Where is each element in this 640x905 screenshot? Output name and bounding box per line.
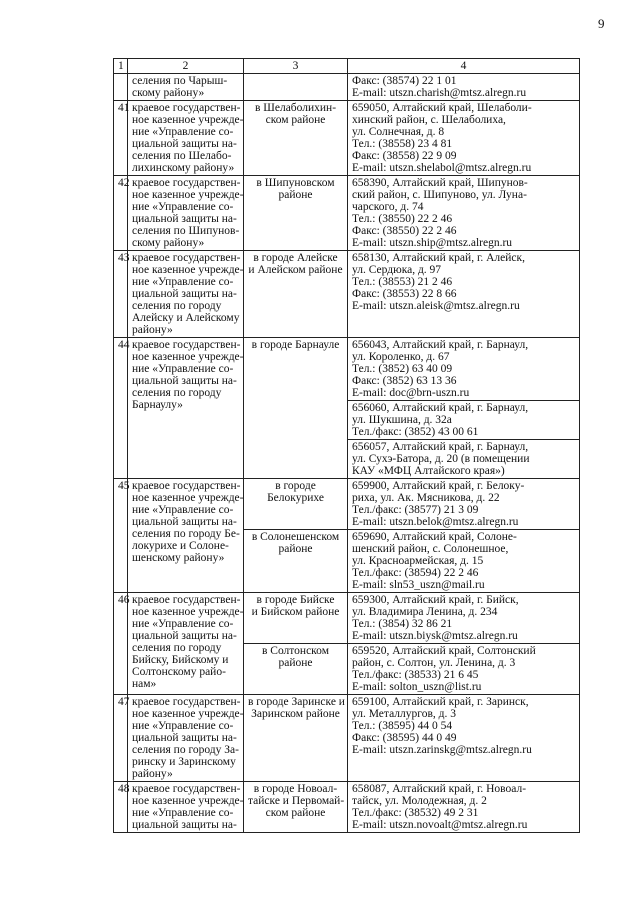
contact-line: чарского, д. 74 [352, 201, 424, 213]
area-cell [244, 593, 348, 644]
contact-line: Тел./факс: (38577) 21 3 09 [352, 504, 479, 516]
contact-line: КАУ «МФЦ Алтайского края») [352, 465, 505, 477]
contacts-cell [348, 695, 580, 782]
area-cell [244, 530, 348, 593]
organization-line: нам» [132, 678, 157, 690]
organization-line: краевое государствен- [132, 480, 241, 492]
contact-line: Тел.: (38550) 22 2 46 [352, 213, 453, 225]
organization-line: циальной защиты на- [132, 630, 237, 642]
contact-line: Тел.: (3852) 63 40 09 [352, 363, 453, 375]
area-line: ском районе [265, 807, 326, 819]
area-cell [244, 479, 348, 530]
organization-line: ние «Управление со- [132, 126, 234, 138]
organization-line: ние «Управление со- [132, 807, 234, 819]
contact-line: шенский район, с. Солонешное, [352, 543, 509, 555]
contacts-cell [348, 251, 580, 338]
area-line: в Солтонском [261, 645, 329, 657]
contact-line: ул. Сердюка, д. 97 [352, 264, 442, 276]
organization-line: ное казенное учрежде- [132, 264, 244, 276]
area-line: и Алейском районе [248, 264, 343, 276]
organization-line: ное казенное учрежде- [132, 606, 244, 618]
header-cell: 4 [348, 59, 580, 74]
organization-line: ние «Управление со- [132, 363, 234, 375]
contact-line: 659300, Алтайский край, г. Бийск, [352, 594, 519, 606]
contact-line: E-mail: utszn.charish@mtsz.alregn.ru [352, 87, 527, 99]
organization-line: ное казенное учрежде- [132, 708, 244, 720]
contact-line: 659520, Алтайский край, Солтонский [352, 645, 536, 657]
area-cell [244, 644, 348, 695]
row-number-cell: 44 [114, 338, 128, 479]
organization-line: циальной защиты на- [132, 138, 237, 150]
contact-line: ул. Красноармейская, д. 15 [352, 555, 484, 567]
organization-cell [128, 338, 244, 479]
table-row [114, 338, 580, 401]
organization-line: ние «Управление со- [132, 201, 234, 213]
contact-line: 658087, Алтайский край, г. Новоал- [352, 783, 527, 795]
organization-line: циальной защиты на- [132, 732, 237, 744]
organization-line: ное казенное учрежде- [132, 189, 244, 201]
contact-line: 659100, Алтайский край, г. Заринск, [352, 696, 529, 708]
row-number-cell: 41 [114, 101, 128, 176]
organization-line: ное казенное учрежде- [132, 492, 244, 504]
organization-line: району» [132, 324, 173, 336]
contacts-cell [348, 593, 580, 644]
area-line: в городе Бийске [256, 594, 335, 606]
organization-line: скому району» [132, 237, 205, 249]
organization-line: лихинскому району» [132, 162, 235, 174]
area-line: тайске и Первомай- [248, 795, 345, 807]
contact-line: E-mail: doc@brn-uszn.ru [352, 387, 470, 399]
contact-line: ул. Солнечная, д. 8 [352, 126, 445, 138]
contact-line: E-mail: utszn.belok@mtsz.alregn.ru [352, 516, 519, 528]
organization-line: ринску и Заринскому [132, 756, 236, 768]
organization-line: селения по городу [132, 300, 222, 312]
organization-line: краевое государствен- [132, 252, 241, 264]
contact-line: E-mail: utszn.aleisk@mtsz.alregn.ru [352, 300, 520, 312]
contact-line: 656043, Алтайский край, г. Барнаул, [352, 339, 529, 351]
area-line: районе [278, 657, 313, 669]
area-line: в Шелаболихин- [254, 102, 337, 114]
area-cell [244, 251, 348, 338]
organization-line: Солтонскому райо- [132, 666, 226, 678]
area-cell [244, 695, 348, 782]
table-row [114, 251, 580, 338]
area-line: и Бийском районе [251, 606, 340, 618]
table-row [114, 479, 580, 530]
table-row [114, 101, 580, 176]
organization-cell [128, 479, 244, 593]
contact-line: Факс: (38550) 22 2 46 [352, 225, 457, 237]
contacts-cell [348, 401, 580, 440]
contact-line: 656057, Алтайский край, г. Барнаул, [352, 441, 529, 453]
contact-line: Тел.: (38553) 21 2 46 [352, 276, 453, 288]
table-row [114, 782, 580, 833]
organization-line: краевое государствен- [132, 339, 241, 351]
contact-line: 659900, Алтайский край, г. Белоку- [352, 480, 525, 492]
header-cell: 1 [114, 59, 128, 74]
organization-line: селения по городу Бе- [132, 528, 240, 540]
area-line: в Шипуновском [256, 177, 335, 189]
area-cell [244, 338, 348, 479]
area-line: ском районе [265, 114, 326, 126]
contacts-cell [348, 74, 580, 101]
contact-line: Тел.: (3854) 32 86 21 [352, 618, 453, 630]
contact-line: ул. Владимира Ленина, д. 234 [352, 606, 498, 618]
contacts-cell [348, 479, 580, 530]
organization-line: скому району» [132, 87, 205, 99]
organization-line: ное казенное учрежде- [132, 114, 244, 126]
contact-line: E-mail: utszn.biysk@mtsz.alregn.ru [352, 630, 518, 642]
area-line: в городе Алейске [253, 252, 338, 264]
organization-line: селения по городу [132, 387, 222, 399]
organization-line: Бийску, Бийскому и [132, 654, 229, 666]
organization-line: циальной защиты на- [132, 516, 237, 528]
row-number-cell: 45 [114, 479, 128, 593]
area-cell [244, 101, 348, 176]
contacts-cell [348, 782, 580, 833]
area-cell [244, 782, 348, 833]
contact-line: ул. Шукшина, д. 32а [352, 414, 452, 426]
organization-line: селения по Шипунов- [132, 225, 240, 237]
area-line: в городе [275, 480, 316, 492]
contact-line: Факс: (38558) 22 9 09 [352, 150, 457, 162]
contact-line: 656060, Алтайский край, г. Барнаул, [352, 402, 529, 414]
organization-cell [128, 251, 244, 338]
area-line: в городе Заринске и [248, 696, 345, 708]
contact-line: 659050, Алтайский край, Шелаболи- [352, 102, 532, 114]
organization-line: краевое государствен- [132, 102, 241, 114]
contacts-cell [348, 338, 580, 401]
contact-line: риха, ул. Ак. Мясникова, д. 22 [352, 492, 500, 504]
contacts-cell [348, 644, 580, 695]
row-number-cell: 47 [114, 695, 128, 782]
contact-line: E-mail: solton_uszn@list.ru [352, 681, 482, 693]
organization-cell [128, 74, 244, 101]
contact-line: Тел./факс: (3852) 43 00 61 [352, 426, 479, 438]
contact-line: Факс: (3852) 63 13 36 [352, 375, 457, 387]
organization-line: циальной защиты на- [132, 375, 237, 387]
table-row [114, 593, 580, 644]
table-row [114, 74, 580, 101]
contacts-cell [348, 530, 580, 593]
organization-cell [128, 593, 244, 695]
contact-line: Тел./факс: (38532) 49 2 31 [352, 807, 479, 819]
contact-line: E-mail: sln53_uszn@mail.ru [352, 579, 485, 591]
organization-line: локурихе и Солоне- [132, 540, 229, 552]
organization-line: Алейску и Алейскому [132, 312, 240, 324]
contacts-cell [348, 176, 580, 251]
table-header-row [114, 59, 580, 74]
contact-line: Тел.: (38595) 44 0 54 [352, 720, 453, 732]
contact-line: E-mail: utszn.ship@mtsz.alregn.ru [352, 237, 513, 249]
organization-line: селения по городу [132, 642, 222, 654]
area-cell [244, 176, 348, 251]
contact-line: E-mail: utszn.zarinskg@mtsz.alregn.ru [352, 744, 532, 756]
table-row [114, 176, 580, 251]
contact-line: E-mail: utszn.novoalt@mtsz.alregn.ru [352, 819, 528, 831]
institutions-table [113, 58, 580, 833]
header-cell: 3 [244, 59, 348, 74]
organization-line: ние «Управление со- [132, 276, 234, 288]
organization-line: ние «Управление со- [132, 504, 234, 516]
organization-line: циальной защиты на- [132, 288, 237, 300]
organization-line: селения по Шелабо- [132, 150, 232, 162]
organization-line: ние «Управление со- [132, 720, 234, 732]
row-number-cell: 46 [114, 593, 128, 695]
row-number-cell: 43 [114, 251, 128, 338]
area-line: в Солонешенском [251, 531, 340, 543]
organization-line: району» [132, 768, 173, 780]
page-number: 9 [598, 16, 605, 31]
contact-line: E-mail: utszn.shelabol@mtsz.alregn.ru [352, 162, 532, 174]
table-row [114, 695, 580, 782]
organization-line: циальной защиты на- [132, 819, 237, 831]
contact-line: Тел.: (38558) 23 4 81 [352, 138, 453, 150]
organization-line: селения по городу За- [132, 744, 239, 756]
contact-line: Факс: (38574) 22 1 01 [352, 75, 457, 87]
contact-line: Тел./факс: (38594) 22 2 46 [352, 567, 479, 579]
organization-line: шенскому району» [132, 552, 225, 564]
contact-line: ул. Короленко, д. 67 [352, 351, 450, 363]
contact-line: 658390, Алтайский край, Шипунов- [352, 177, 528, 189]
contact-line: ский район, с. Шипуново, ул. Луна- [352, 189, 527, 201]
contact-line: тайск, ул. Молодежная, д. 2 [352, 795, 487, 807]
contacts-cell [348, 101, 580, 176]
organization-line: краевое государствен- [132, 594, 241, 606]
area-line: районе [278, 543, 313, 555]
organization-line: краевое государствен- [132, 696, 241, 708]
organization-line: Барнаулу» [132, 399, 183, 411]
row-number-cell [114, 74, 128, 101]
contact-line: ул. Сухэ-Батора, д. 20 (в помещении [352, 453, 530, 465]
organization-line: ние «Управление со- [132, 618, 234, 630]
area-line: районе [278, 189, 313, 201]
contact-line: ул. Металлургов, д. 3 [352, 708, 456, 720]
row-number-cell: 42 [114, 176, 128, 251]
contact-line: Тел./факс: (38533) 21 6 45 [352, 669, 479, 681]
row-number-cell: 48 [114, 782, 128, 833]
contact-line: 659690, Алтайский край, Солоне- [352, 531, 517, 543]
organization-line: ное казенное учрежде- [132, 795, 244, 807]
organization-line: краевое государствен- [132, 177, 241, 189]
contact-line: район, с. Солтон, ул. Ленина, д. 3 [352, 657, 516, 669]
contacts-cell [348, 440, 580, 479]
organization-line: циальной защиты на- [132, 213, 237, 225]
organization-line: краевое государствен- [132, 783, 241, 795]
area-line: Заринском районе [251, 708, 340, 720]
organization-cell [128, 176, 244, 251]
organization-line: ное казенное учрежде- [132, 351, 244, 363]
organization-cell [128, 695, 244, 782]
organization-line: селения по Чарыш- [132, 75, 228, 87]
contact-line: Факс: (38553) 22 8 66 [352, 288, 457, 300]
header-cell: 2 [128, 59, 244, 74]
area-cell [244, 74, 348, 101]
area-line: Белокурихе [267, 492, 324, 504]
contact-line: 658130, Алтайский край, г. Алейск, [352, 252, 525, 264]
organization-cell [128, 782, 244, 833]
contact-line: хинский район, с. Шелаболиха, [352, 114, 506, 126]
area-line: в городе Новоал- [253, 783, 338, 795]
contact-line: Факс: (38595) 44 0 49 [352, 732, 457, 744]
area-line: в городе Барнауле [251, 339, 340, 351]
organization-cell [128, 101, 244, 176]
